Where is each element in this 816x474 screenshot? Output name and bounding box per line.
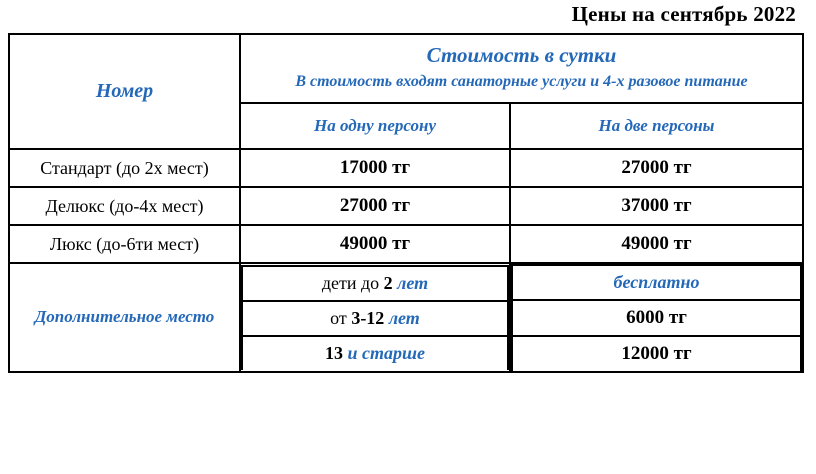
header-two-persons-label: На две персоны bbox=[598, 116, 715, 135]
room-name-cell bbox=[9, 225, 240, 263]
extra-bed-prices-table bbox=[511, 264, 802, 371]
price-table-container bbox=[8, 33, 804, 373]
table-row-extra-bed bbox=[9, 263, 803, 372]
extra-price-value: 6000 тг bbox=[626, 307, 687, 328]
price-two-persons-cell bbox=[510, 187, 803, 225]
price-one-person-cell bbox=[240, 187, 510, 225]
extra-bed-label-cell bbox=[9, 263, 240, 372]
table-row bbox=[9, 187, 803, 225]
list-item bbox=[512, 265, 801, 300]
price-two-persons-value: 49000 тг bbox=[621, 233, 692, 254]
table-header-row-main bbox=[9, 34, 803, 103]
header-cell-cost bbox=[240, 34, 803, 103]
header-cell-one-person bbox=[240, 103, 510, 149]
header-room-label: Номер bbox=[95, 80, 154, 102]
price-two-persons-value: 37000 тг bbox=[621, 195, 692, 216]
age-suffix: и старше bbox=[347, 343, 425, 363]
extra-bed-prices-cell bbox=[510, 263, 803, 372]
extra-price-cell bbox=[512, 265, 801, 300]
extra-price-cell bbox=[512, 300, 801, 336]
header-cost-title: Стоимость в сутки bbox=[426, 43, 617, 67]
age-suffix: лет bbox=[397, 273, 429, 293]
age-number: 2 bbox=[383, 273, 393, 293]
price-one-person-cell bbox=[240, 149, 510, 187]
table-row bbox=[9, 149, 803, 187]
room-name-cell bbox=[9, 149, 240, 187]
header-cell-two-persons bbox=[510, 103, 803, 149]
room-name-label: Люкс (до-6ти мест) bbox=[49, 233, 200, 254]
extra-bed-label: Дополнительное место bbox=[34, 307, 215, 327]
table-row bbox=[9, 225, 803, 263]
price-one-person-cell bbox=[240, 225, 510, 263]
age-row-cell bbox=[242, 301, 508, 336]
extra-price-cell bbox=[512, 336, 801, 371]
price-one-person-value: 27000 тг bbox=[339, 195, 411, 216]
room-name-label: Делюкс (до-4х мест) bbox=[45, 195, 204, 216]
age-suffix: лет bbox=[388, 308, 420, 328]
list-item bbox=[242, 336, 508, 370]
age-prefix: от bbox=[330, 308, 347, 328]
extra-price-value: 12000 тг bbox=[621, 343, 692, 364]
price-table bbox=[8, 33, 804, 373]
age-range-label bbox=[243, 337, 507, 370]
extra-price-value: бесплатно bbox=[613, 272, 700, 292]
age-number: 3-12 bbox=[351, 308, 385, 328]
price-one-person-value: 17000 тг bbox=[339, 157, 411, 178]
age-number: 13 bbox=[325, 343, 343, 363]
price-two-persons-cell bbox=[510, 225, 803, 263]
header-cost-subtitle: В стоимость входят санаторные услуги и 4-х разовое питание bbox=[295, 73, 748, 90]
header-one-person-label: На одну персону bbox=[313, 116, 437, 135]
list-item bbox=[242, 301, 508, 336]
header-cell-room bbox=[9, 34, 240, 149]
extra-bed-ages-table bbox=[241, 265, 509, 370]
age-row-cell bbox=[242, 266, 508, 301]
age-prefix: дети до bbox=[321, 273, 380, 293]
extra-bed-ages-cell bbox=[240, 263, 510, 372]
price-one-person-value: 49000 тг bbox=[339, 233, 411, 254]
age-range-label bbox=[243, 302, 507, 335]
list-item bbox=[242, 266, 508, 301]
price-two-persons-value: 27000 тг bbox=[621, 157, 692, 178]
page-title: Цены на сентябрь 2022 bbox=[571, 2, 796, 26]
list-item bbox=[512, 300, 801, 336]
age-range-label bbox=[243, 267, 507, 300]
list-item bbox=[512, 336, 801, 371]
room-name-cell bbox=[9, 187, 240, 225]
room-name-label: Стандарт (до 2х мест) bbox=[40, 157, 209, 178]
age-row-cell bbox=[242, 336, 508, 370]
price-two-persons-cell bbox=[510, 149, 803, 187]
